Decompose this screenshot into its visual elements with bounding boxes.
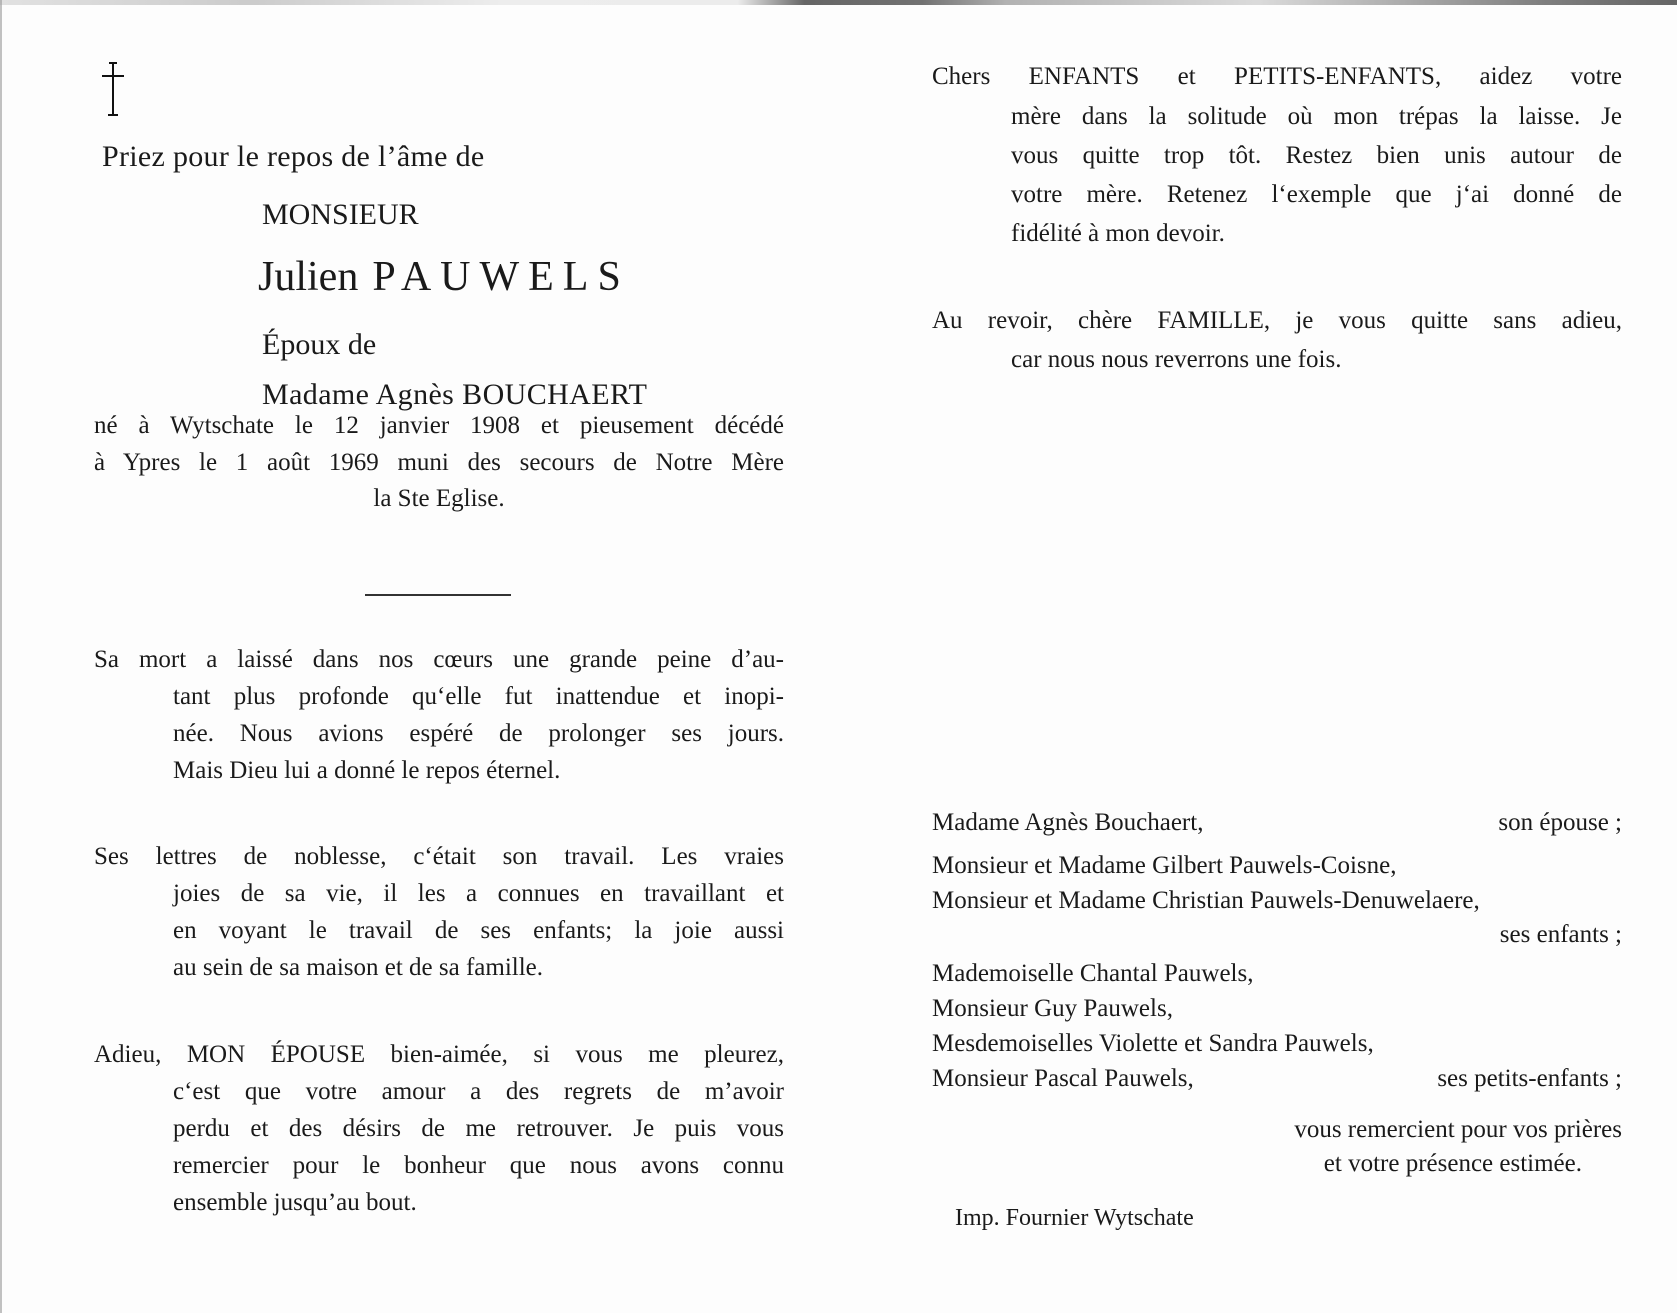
birth-death-line: né à Wytschate le 12 janvier 1908 et pieusement décédé (94, 412, 784, 439)
paragraph-line: car nous nous reverrons une fois. (1011, 346, 1342, 373)
family-member: Mademoiselle Chantal Pauwels, (932, 960, 1254, 987)
paragraph-line: Sa mort a laissé dans nos cœurs une grande peine d’au- (94, 646, 784, 673)
family-member: Monsieur et Madame Christian Pauwels-Denuwelaere, (932, 887, 1480, 914)
paragraph-line: Chers ENFANTS et PETITS-ENFANTS, aidez votre (932, 63, 1622, 90)
family-member: Madame Agnès Bouchaert, (932, 809, 1204, 836)
family-relation-row (932, 920, 1622, 950)
deceased-name (258, 252, 630, 302)
family-member: Monsieur Guy Pauwels, (932, 995, 1173, 1022)
paragraph-line: perdu et des désirs de me retrouver. Je puis vous (173, 1115, 784, 1142)
paragraph-line: joies de sa vie, il les a connues en travaillant et (173, 880, 784, 907)
paragraph-line: mère dans la solitude où mon trépas la laisse. Je (1011, 103, 1622, 130)
family-spouse-row (932, 808, 1622, 838)
printer-imprint: Imp. Fournier Wytschate (955, 1205, 1194, 1231)
paragraph-line: votre mère. Retenez l‘exemple que j‘ai donné de (1011, 181, 1622, 208)
spouse-label: Époux de (262, 328, 377, 361)
family-member: Mesdemoiselles Violette et Sandra Pauwels, (932, 1030, 1374, 1057)
deceased-title: MONSIEUR (262, 198, 419, 231)
paragraph-line: en voyant le travail de ses enfants; la joie aussi (173, 917, 784, 944)
paragraph-line: c‘est que votre amour a des regrets de m’avoir (173, 1078, 784, 1105)
deceased-first-name: Julien (258, 254, 359, 300)
family-relation: ses enfants ; (1499, 921, 1622, 948)
paragraph-line: tant plus profonde qu‘elle fut inattendue et inopi- (173, 683, 784, 710)
birth-death-line: la Ste Eglise. (373, 485, 505, 512)
paragraph-line: Mais Dieu lui a donné le repos éternel. (173, 757, 561, 784)
paragraph-line: remercier pour le bonheur que nous avons connu (173, 1152, 784, 1179)
paragraph-line: ensemble jusqu’au bout. (173, 1189, 417, 1216)
family-relation: ses petits-enfants ; (1437, 1065, 1622, 1092)
family-member: Monsieur et Madame Gilbert Pauwels-Coisne, (932, 852, 1397, 879)
scan-edge (0, 0, 1677, 5)
family-grandchild-row (932, 1064, 1622, 1094)
deceased-surname: PAUWELS (372, 254, 630, 300)
thanks-line: vous remercient pour vos prières (1294, 1116, 1622, 1143)
family-relation: son épouse ; (1498, 809, 1622, 836)
spouse-name: Madame Agnès BOUCHAERT (262, 378, 648, 411)
paragraph-line: Adieu, MON ÉPOUSE bien-aimée, si vous me pleurez, (94, 1041, 784, 1068)
divider (365, 594, 511, 596)
scan-edge-left (0, 0, 2, 1313)
cross-icon (100, 62, 126, 116)
paragraph-line: Ses lettres de noblesse, c‘était son travail. Les vraies (94, 843, 784, 870)
prayer-line: Priez pour le repos de l’âme de (102, 140, 485, 173)
paragraph-line: vous quitte trop tôt. Restez bien unis autour de (1011, 142, 1622, 169)
family-member: Monsieur Pascal Pauwels, (932, 1065, 1194, 1092)
thanks-line: et votre présence estimée. (1323, 1150, 1582, 1177)
paragraph-line: née. Nous avions espéré de prolonger ses jours. (173, 720, 784, 747)
birth-death-line: à Ypres le 1 août 1969 muni des secours de Notre Mère (94, 449, 784, 476)
paragraph-line: Au revoir, chère FAMILLE, je vous quitte sans adieu, (932, 307, 1622, 334)
paragraph-line: au sein de sa maison et de sa famille. (173, 954, 544, 981)
paragraph-line: fidélité à mon devoir. (1011, 220, 1225, 247)
